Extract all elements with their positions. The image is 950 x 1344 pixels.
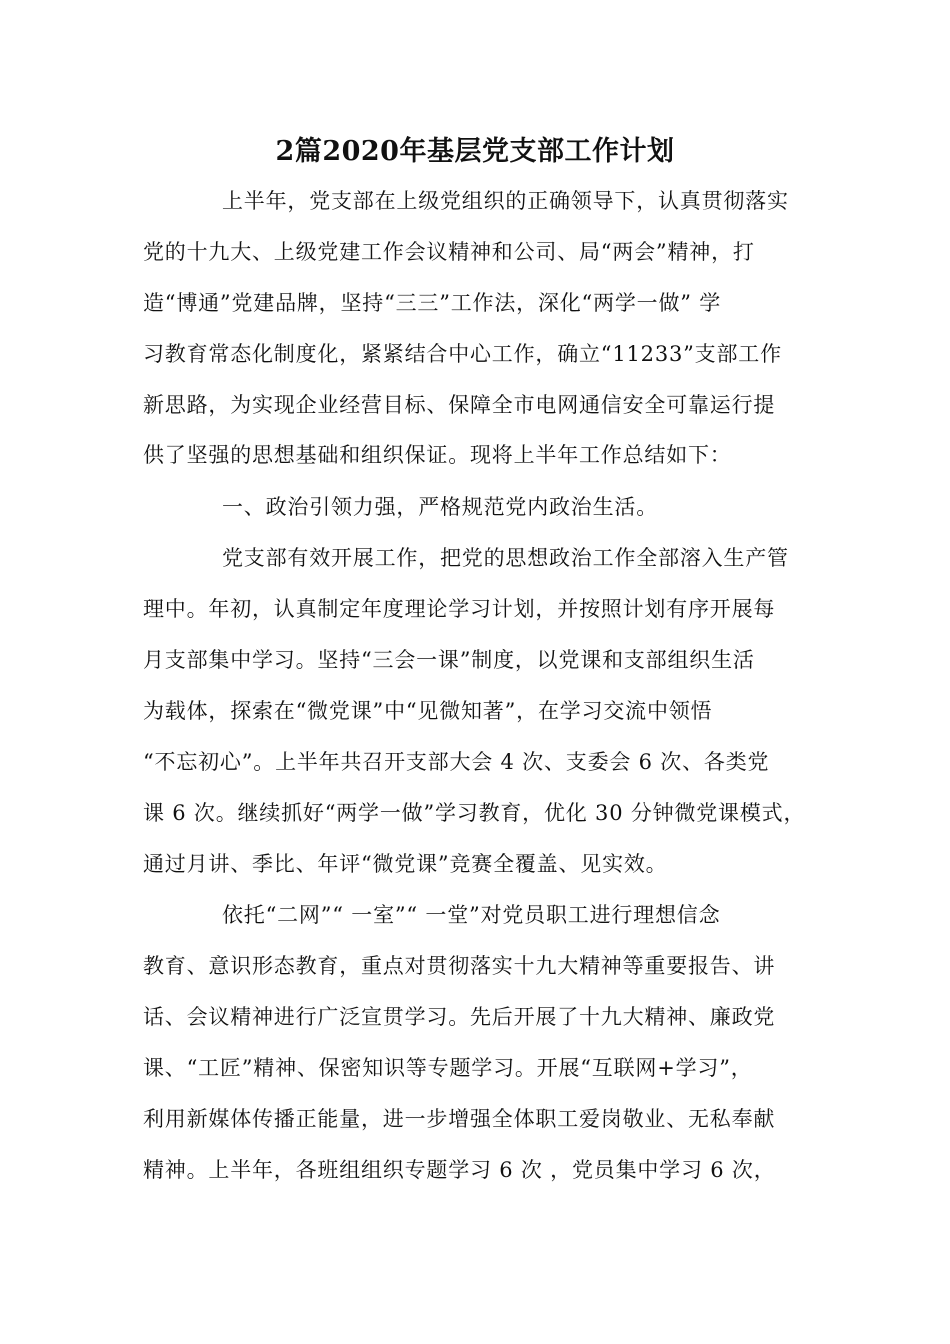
paragraph-line: 供了坚强的思想基础和组织保证。现将上半年工作总结如下： [143, 443, 732, 467]
paragraph-line: 话、会议精神进行广泛宣贯学习。先后开展了十九大精神、廉政党 [143, 1005, 776, 1029]
paragraph-line: 党支部有效开展工作，把党的思想政治工作全部溶入生产管 [222, 546, 789, 570]
paragraph-line: 教育、意识形态教育，重点对贯彻落实十九大精神等重要报告、讲 [143, 954, 776, 978]
paragraph-line: 习教育常态化制度化，紧紧结合中心工作，确立“11233”支部工作 [143, 342, 782, 366]
section-heading: 一、政治引领力强，严格规范党内政治生活。 [222, 495, 658, 519]
paragraph-line: 上半年，党支部在上级党组织的正确领导下，认真贯彻落实 [222, 189, 789, 213]
paragraph-line: 党的十九大、上级党建工作会议精神和公司、局“两会”精神，打 [143, 240, 755, 264]
paragraph-line: 为载体，探索在“微党课”中“见微知著”，在学习交流中领悟 [143, 699, 713, 723]
paragraph-line: 月支部集中学习。坚持“三会一课”制度，以党课和支部组织生活 [143, 648, 755, 672]
paragraph-line: 课 6 次。继续抓好“两学一做”学习教育，优化 30 分钟微党课模式， [143, 801, 806, 825]
paragraph-line: 新思路，为实现企业经营目标、保障全市电网通信安全可靠运行提 [143, 393, 776, 417]
paragraph-line: 利用新媒体传播正能量，进一步增强全体职工爱岗敬业、无私奉献 [143, 1107, 776, 1131]
document-title: 2篇2020年基层党支部工作计划 [275, 136, 675, 167]
paragraph-line: 精神。上半年，各班组组织专题学习 6 次 ，党员集中学习 6 次， [143, 1158, 776, 1182]
paragraph-line: 通过月讲、季比、年评“微党课”竞赛全覆盖、见实效。 [143, 852, 668, 876]
paragraph-line: 造“博通”党建品牌，坚持“三三”工作法，深化“两学一做” 学 [143, 291, 722, 315]
paragraph-line: 依托“二网”“ 一室”“ 一堂”对党员职工进行理想信念 [222, 903, 721, 927]
paragraph-line: “不忘初心”。上半年共召开支部大会 4 次、支委会 6 次、各类党 [143, 750, 770, 774]
paragraph-line: 课、“工匠”精神、保密知识等专题学习。开展“互联网+学习”， [143, 1056, 753, 1080]
paragraph-line: 理中。年初，认真制定年度理论学习计划，并按照计划有序开展每 [143, 597, 776, 621]
